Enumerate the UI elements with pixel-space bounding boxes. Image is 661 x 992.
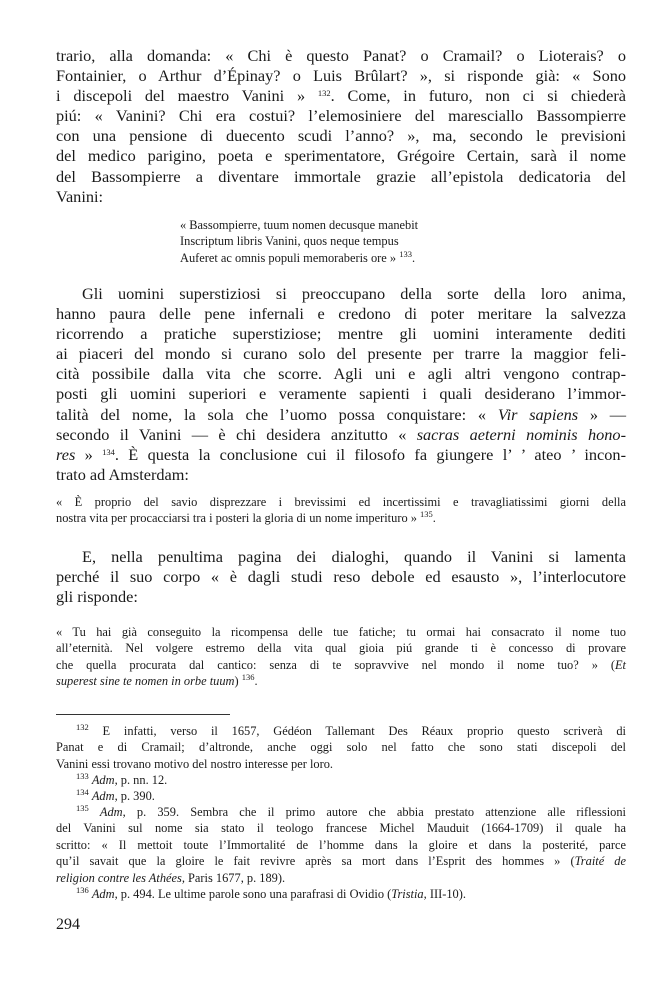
quote-2 <box>56 624 626 689</box>
footnote-133 <box>56 772 626 788</box>
text-line: gli risponde: <box>56 587 138 607</box>
footnote-number: 133 <box>76 771 89 781</box>
footnote-132 <box>56 723 626 772</box>
text-line: res » $^{134}$. È questa la conclusione cui il filosofo fa giungere l’ ’ ateo ’ incon- <box>56 444 626 464</box>
footnote-number: 134 <box>76 787 89 797</box>
footnote-line: Vanini essi trovano motivo del nostro interesse per loro. <box>56 756 334 771</box>
footnote-136 <box>56 886 626 902</box>
verse-line: « Bassompierre, tuum nomen decusque manebit <box>180 218 419 232</box>
quote-1 <box>56 494 626 527</box>
quote-line: « È proprio del savio disprezzare i brevissimi ed incertissimi e travagliatissimi giorni della <box>56 495 626 509</box>
quote-line: « Tu hai già conseguito la ricompensa delle tue fatiche; tu ormai hai consacrato il nome tuo <box>56 625 626 639</box>
quote-line: all’eternità. Nel volgere estremo della vita qual gioia piú grande ti è concesso di provare <box>56 641 626 656</box>
paragraph-1 <box>56 46 626 207</box>
text-line: ricorrendo a pratiche superstiziose; mentre gli uomini interamente dediti <box>56 324 626 344</box>
footnote-ref-132: 132 <box>317 88 331 99</box>
footnote-line: $^{134}$ Adm, p. 390. <box>76 787 155 803</box>
footnote-134 <box>56 788 626 804</box>
footnote-line: religion contre les Athées, Paris 1677, p. 189). <box>56 870 286 885</box>
footnote-line: $^{135}$ Adm, p. 359. Sembra che il primo autore che abbia prestato attenzione alle riflessioni <box>76 803 626 819</box>
footnote-line: $^{136}$ Adm, p. 494. Le ultime parole sono una parafrasi di Ovidio (Tristia, III-10). <box>76 885 466 901</box>
quote-line: superest sine te nomen in orbe tuum) $^{136}$. <box>56 671 258 688</box>
footnote-ref-135: 135 <box>420 509 433 520</box>
footnote-number: 136 <box>76 885 89 895</box>
quote-line: nostra vita per procacciarsi tra i posteri la gloria di un nome imperituro » $^{135}$. <box>56 509 436 526</box>
verse-line: Inscriptum libris Vanini, quos neque tempus <box>180 234 399 249</box>
footnote-number: 132 <box>76 722 89 732</box>
footnote-ref-133: 133 <box>399 248 412 259</box>
text-line: i discepoli del maestro Vanini » $^{132}$. Come, in futuro, non ci si chiederà <box>56 86 626 106</box>
footnote-line: qu’il savait que la gloire le fait revivre après sa mort dans l’Esprit des hommes » (Traité de <box>56 854 626 869</box>
paragraph-3 <box>56 547 626 607</box>
footnote-ref-136: 136 <box>241 671 255 682</box>
footnote-135 <box>56 804 626 886</box>
page-number: 294 <box>56 916 80 933</box>
footnote-number: 135 <box>76 803 89 813</box>
text-line: perché il suo corpo « è dagli studi reso debole ed esausto », l’interlocutore <box>56 567 626 587</box>
text-line: posti gli uomini superiori e veramente sapienti i quali desiderano l’immor- <box>56 384 626 404</box>
text-line: Vanini: <box>56 186 104 206</box>
footnote-line: Panat e di Cramail; d’altronde, anche oggi solo nel fatto che sono stati discepoli del <box>56 740 626 755</box>
verse-line: Auferet ac omnis populi memoraberis ore » $^{133}$. <box>180 248 416 265</box>
latin-verse <box>180 217 418 266</box>
text-line: talità del nome, la sola che l’uomo possa conquistare: « Vir sapiens » — <box>56 404 627 424</box>
text-line: trario, alla domanda: « Chi è questo Panat? o Cramail? o Lioterais? o <box>56 46 626 65</box>
paragraph-2 <box>56 284 626 485</box>
footnote-line: $^{132}$ E infatti, verso il 1657, Gédéon Tallemant Des Réaux proprio questo scriverà di <box>76 722 626 738</box>
text-line: secondo il Vanini — è chi desidera anzitutto « sacras aeterni nominis hono- <box>56 424 626 444</box>
text-line: cità possibile dalla vita che scorre. Agli uni e agli altri vengono contrap- <box>56 364 626 384</box>
quote-line: che quella procurata dal cantico: senza di te sopravvive nel mondo il nome tuo? » (Et <box>56 657 626 672</box>
footnote-line: del Vanini sul nome sia stato il teologo francese Michel Mauduit (1664-1709) il quale ha <box>56 821 626 836</box>
text-line: ai piaceri del mondo si curano solo del presente per trarre la maggior feli- <box>56 344 626 364</box>
text-line: hanno paura delle pene infernali e credono di poter meritare la salvezza <box>56 304 626 324</box>
text-line: con una pensione di duecento scudi l’anno? », ma, secondo le previsioni <box>56 126 626 146</box>
footnote-line: $^{133}$ Adm, p. nn. 12. <box>76 771 168 787</box>
footnote-divider <box>56 714 230 715</box>
text-line: E, nella penultima pagina dei dialoghi, quando il Vanini si lamenta <box>82 547 626 566</box>
text-line: del Bassompierre a diventare immortale grazie all’epistola dedicatoria del <box>56 166 626 186</box>
footnote-line: scritto: « Il mettoit toute l’Immortalité de l’homme dans la gloire et dans la posterité, parce <box>56 837 626 852</box>
footnote-ref-134: 134 <box>102 446 115 457</box>
text-line: Gli uomini superstiziosi si preoccupano della sorte della loro anima, <box>82 284 626 303</box>
text-line: trato ad Amsterdam: <box>56 464 189 484</box>
text-line: piú: « Vanini? Chi era costui? l’elemosiniere del maresciallo Bassompierre <box>56 106 626 126</box>
text-line: Fontainier, o Arthur d’Épinay? o Luis Brûlart? », si risponde già: « Sono <box>56 66 626 86</box>
text-line: del medico parigino, poeta e sperimentatore, Grégoire Certain, sarà il nome <box>56 146 626 166</box>
